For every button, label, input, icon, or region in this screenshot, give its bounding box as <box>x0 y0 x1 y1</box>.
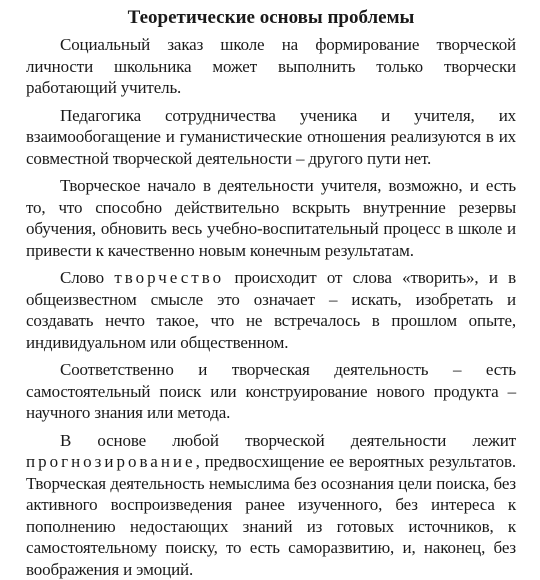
paragraph <box>26 175 516 261</box>
paragraph-text: Слово <box>60 268 114 287</box>
paragraph-text: В основе любой творческой деятельности лежит <box>60 431 516 450</box>
paragraph <box>26 430 516 580</box>
paragraph-text: Педагогика сотрудничества ученика и учителя, их взаимообогащение и гуманистические отношения реализуются в их совместной творческой деятельности – другого пути нет. <box>26 106 516 168</box>
paragraph <box>26 105 516 170</box>
paragraph-text: происходит от слова «творить», и в общеизвестном смысле это означает – искать, изобретать и создавать нечто такое, что не встречалось в прошлом опыте, индивидуальном или общественном. <box>26 268 516 352</box>
spaced-term: прогнозирование <box>26 452 196 471</box>
paragraph-text: Соответственно и творческая деятельность – есть самостоятельный поиск или конструирование нового продукта – научного знания или метода. <box>26 360 516 422</box>
paragraph-text: , предвосхищение ее вероятных результатов. Творческая деятельность немыслима без осознания цели поиска, без активного воспроизведения ранее изученного, без интереса к пополнению недостающих знаний из готовых источников, к самостоятельному поиску, то есть саморазвитию, и, наконец, без воображения и эмоций. <box>26 452 516 579</box>
spaced-term: творчество <box>114 268 224 287</box>
paragraph <box>26 359 516 424</box>
paragraph <box>26 267 516 353</box>
document-title: Теоретические основы проблемы <box>26 6 516 30</box>
paragraph <box>26 34 516 99</box>
paragraph-text: Творческое начало в деятельности учителя, возможно, и есть то, что способно действительно вскрыть внутренние резервы обучения, обновить весь учебно-воспитательный процесс в школе и привести к качественно новым конечным результатам. <box>26 176 516 260</box>
paragraph-text: Социальный заказ школе на формирование творческой личности школьника может выполнить только творчески работающий учитель. <box>26 35 516 97</box>
